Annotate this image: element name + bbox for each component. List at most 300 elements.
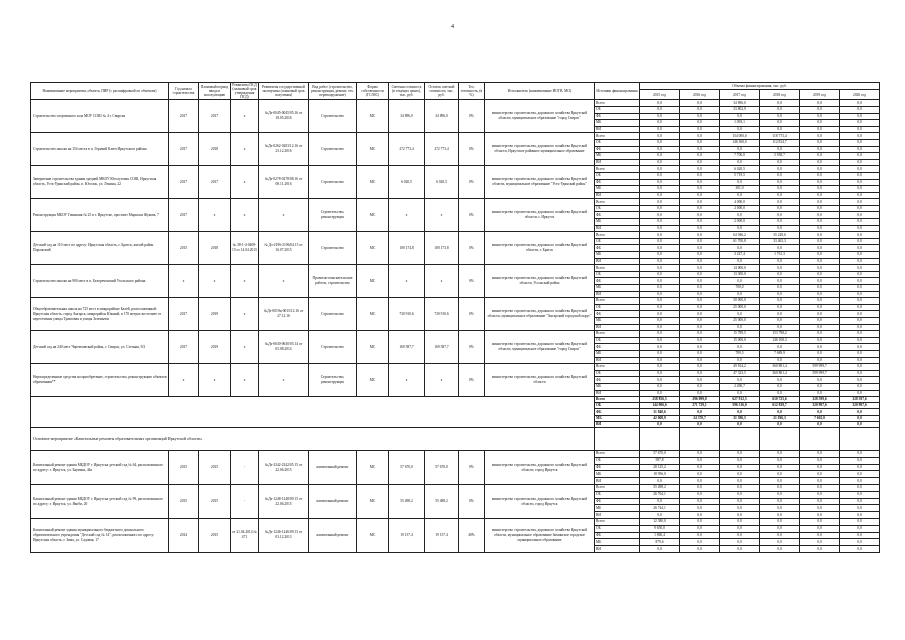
remaining-cost-cell: 169 587,7: [425, 331, 459, 364]
finance-cell: 15 789,5: [720, 331, 760, 338]
finance-cell: 0,0: [760, 485, 800, 492]
plan-period-cell: 2018: [199, 133, 231, 166]
finance-cell: 0,0: [680, 139, 720, 146]
subtotal-label: ВИ: [595, 421, 640, 427]
subtotal-cell: 271 729,1: [680, 403, 720, 409]
subtotal-cell: 0,0: [680, 421, 720, 427]
subtotal-label: МБ: [595, 415, 640, 421]
source-label: ВИ: [595, 258, 640, 265]
header-ownership: Форма собственности (ГС/МС): [357, 83, 389, 100]
finance-cell: 12 380,0: [640, 519, 680, 526]
finance-cell: 0,0: [840, 232, 880, 239]
finance-cell: 0,0: [680, 457, 720, 464]
finance-cell: 0,0: [680, 172, 720, 179]
table-row: [31, 451, 880, 458]
expertise-cell: х: [259, 199, 309, 232]
expertise-cell: №Дз-0278-0278/08.16 от 08.11.2016: [259, 166, 309, 199]
finance-cell: 0,0: [840, 186, 880, 193]
start-year-cell: 2015: [169, 485, 199, 519]
executor-cell: министерство строительства, дорожного хозяйства Иркутской области: [485, 364, 595, 397]
finance-cell: 0,0: [760, 471, 800, 478]
finance-cell: 0,0: [640, 113, 680, 120]
source-label: МБ: [595, 153, 640, 160]
source-label: Всего: [595, 133, 640, 140]
finance-cell: 0,0: [840, 192, 880, 199]
work-type-cell: капитальный ремонт: [309, 519, 357, 553]
source-label: Всего: [595, 100, 640, 107]
readiness-cell: 0%: [459, 451, 485, 485]
finance-cell: 0,0: [680, 337, 720, 344]
finance-cell: 0,0: [840, 383, 880, 390]
finance-cell: 0,0: [640, 317, 680, 324]
start-year-cell: 2017: [169, 199, 199, 232]
finance-cell: 0,0: [840, 252, 880, 259]
finance-cell: 0,0: [680, 390, 720, 397]
expertise-cell: № Дз-2196-2196/04.15 от 16.07.2015: [259, 232, 309, 265]
finance-cell: 0,0: [800, 100, 840, 107]
source-label: Всего: [595, 451, 640, 458]
subtotal-blank: [31, 397, 595, 428]
finance-cell: 0,0: [800, 179, 840, 186]
finance-cell: 0,0: [680, 133, 720, 140]
source-label: ОБ: [595, 457, 640, 464]
page-number: 4: [451, 24, 454, 30]
expertise-cell: №Дз-1248-1248/09.15 от 22.06.2015: [259, 485, 309, 519]
finance-cell: 0,0: [800, 199, 840, 206]
finance-cell: 0,0: [840, 451, 880, 458]
finance-cell: 0,0: [760, 383, 800, 390]
plan-period-cell: 2019: [199, 298, 231, 331]
estimated-cost-cell: 730 910,6: [389, 298, 425, 331]
project-name: Завершение строительства здания средней МКОУ Юголуговая СОШ, Иркутская область, Усть-Удинский район, п. Юголок, ул. Ленина, 22: [31, 166, 169, 199]
finance-cell: 0,0: [800, 491, 840, 498]
finance-cell: 0,0: [840, 324, 880, 331]
finance-cell: 0,0: [720, 311, 760, 318]
finance-cell: 0,0: [640, 546, 680, 553]
finance-cell: 0,0: [720, 225, 760, 232]
remaining-cost-cell: 57 670,0: [425, 451, 459, 485]
section-blank-cell: [760, 428, 800, 451]
finance-cell: 0,0: [840, 265, 880, 272]
remaining-cost-cell: 100 173,8: [425, 232, 459, 265]
remaining-cost-cell: х: [425, 364, 459, 397]
work-type-cell: Строительство, реконструкция: [309, 199, 357, 232]
remaining-cost-cell: 19 157,4: [425, 519, 459, 553]
finance-cell: 0,0: [840, 539, 880, 546]
source-label: ВИ: [595, 512, 640, 519]
finance-cell: 0,0: [680, 344, 720, 351]
finance-cell: 0,0: [800, 172, 840, 179]
finance-cell: 0,0: [840, 505, 880, 512]
source-label: МБ: [595, 186, 640, 193]
finance-cell: 0,0: [640, 331, 680, 338]
finance-cell: 360 881,4: [760, 364, 800, 371]
readiness-cell: 0%: [459, 265, 485, 298]
finance-cell: 0,0: [720, 532, 760, 539]
source-label: ВИ: [595, 192, 640, 199]
finance-cell: 0,0: [680, 113, 720, 120]
finance-cell: 0,0: [720, 344, 760, 351]
finance-cell: 0,0: [680, 512, 720, 519]
budget-table-sheet: [30, 82, 879, 553]
finance-cell: 0,0: [840, 311, 880, 318]
finance-cell: 0,0: [800, 390, 840, 397]
header-psd: Реквизиты ПСД (плановый срок утверждения ПСД): [232, 83, 257, 100]
psd-cell: от 21.04.2014 № 471: [231, 519, 259, 553]
finance-cell: 0,0: [840, 512, 880, 519]
source-label: ВИ: [595, 390, 640, 397]
finance-cell: 0,0: [680, 291, 720, 298]
finance-cell: 0,0: [800, 106, 840, 113]
source-label: ФБ: [595, 245, 640, 252]
finance-cell: 0,0: [640, 390, 680, 397]
expertise-cell: х: [259, 265, 309, 298]
executor-cell: министерство строительства, дорожного хозяйства Иркутской области, муниципальное образование "город Свирск": [485, 100, 595, 133]
subtotal-cell: 610 725,6: [760, 397, 800, 403]
finance-cell: 0,0: [680, 304, 720, 311]
finance-cell: 26 764,1: [640, 491, 680, 498]
finance-cell: 0,0: [760, 291, 800, 298]
finance-cell: 0,0: [640, 337, 680, 344]
start-year-cell: 2015: [169, 451, 199, 485]
ownership-cell: МС: [357, 100, 389, 133]
finance-cell: 0,0: [840, 471, 880, 478]
source-label: МБ: [595, 505, 640, 512]
finance-cell: 0,0: [680, 451, 720, 458]
executor-cell: министерство строительства, дорожного хозяйства Иркутской области, муниципальное образование Зиминское городское муниципальное образование: [485, 519, 595, 553]
finance-cell: 0,0: [760, 344, 800, 351]
source-label: ФБ: [595, 377, 640, 384]
table-row: [31, 166, 880, 173]
finance-cell: 0,0: [840, 166, 880, 173]
estimated-cost-cell: х: [389, 265, 425, 298]
finance-cell: 0,0: [800, 457, 840, 464]
finance-cell: 0,0: [800, 113, 840, 120]
subtotal-cell: 31 396,5: [720, 415, 760, 421]
finance-cell: 0,0: [840, 126, 880, 133]
finance-cell: 0,0: [840, 457, 880, 464]
finance-cell: 0,0: [680, 179, 720, 186]
source-label: МБ: [595, 317, 640, 324]
subtotal-cell: 320 997,6: [840, 403, 880, 409]
finance-cell: 0,0: [640, 258, 680, 265]
finance-cell: 0,0: [720, 278, 760, 285]
ownership-cell: МС: [357, 485, 389, 519]
executor-cell: министерство строительства, дорожного хозяйства Иркутской области, муниципальное образование "город Свирск": [485, 331, 595, 364]
finance-cell: 28 125,2: [640, 464, 680, 471]
finance-cell: 0,0: [680, 383, 720, 390]
subtotal-cell: 612 839,7: [760, 403, 800, 409]
finance-cell: 35 228,6: [760, 232, 800, 239]
finance-cell: 0,0: [800, 464, 840, 471]
finance-cell: 0,0: [680, 539, 720, 546]
subtotal-cell: 42 068,9: [640, 415, 680, 421]
finance-cell: 0,0: [760, 106, 800, 113]
finance-cell: 0,0: [680, 120, 720, 127]
project-name: Детский сад на 240 мест Черемховский район, г. Свирск, ул. Степная, 9/2: [31, 331, 169, 364]
section-blank-cell: [680, 428, 720, 451]
work-type-cell: Строительство: [309, 100, 357, 133]
subtotal-cell: 31 840,6: [640, 409, 680, 415]
finance-cell: 0,0: [840, 291, 880, 298]
finance-cell: 0,0: [800, 383, 840, 390]
finance-cell: 0,0: [680, 546, 720, 553]
start-year-cell: 2017: [169, 331, 199, 364]
finance-cell: 1 093,1: [720, 120, 760, 127]
remaining-cost-cell: 34 896,0: [425, 100, 459, 133]
finance-cell: 0,0: [720, 245, 760, 252]
finance-cell: 0,0: [720, 546, 760, 553]
finance-cell: 0,0: [720, 451, 760, 458]
psd-cell: № 38-1-4-0409-15 от 14.04.2015: [231, 232, 259, 265]
psd-cell: х: [231, 265, 259, 298]
section-blank-cell: [840, 428, 880, 451]
finance-cell: 0,0: [640, 139, 680, 146]
source-label: ВИ: [595, 159, 640, 166]
ownership-cell: МС: [357, 265, 389, 298]
finance-cell: 6 020,5: [720, 166, 760, 173]
source-label: МБ: [595, 285, 640, 292]
finance-cell: 0,0: [680, 199, 720, 206]
finance-cell: 0,0: [640, 146, 680, 153]
finance-cell: 0,0: [680, 519, 720, 526]
table-row: [31, 265, 880, 272]
finance-cell: 0,0: [840, 344, 880, 351]
finance-cell: 599 999,7: [800, 370, 840, 377]
finance-cell: 14 000,0: [720, 265, 760, 272]
finance-cell: 0,0: [720, 491, 760, 498]
psd-cell: х: [231, 331, 259, 364]
readiness-cell: 0%: [459, 232, 485, 265]
finance-cell: 0,0: [640, 324, 680, 331]
finance-cell: 0,0: [760, 186, 800, 193]
finance-cell: 47 323,5: [720, 370, 760, 377]
finance-cell: 0,0: [680, 532, 720, 539]
source-label: ФБ: [595, 498, 640, 505]
finance-cell: 0,0: [680, 219, 720, 226]
finance-cell: 0,0: [640, 370, 680, 377]
finance-cell: 0,0: [840, 357, 880, 364]
finance-cell: 360 881,4: [760, 370, 800, 377]
finance-cell: 0,0: [840, 377, 880, 384]
executor-cell: министерство строительства, дорожного хозяйства Иркутской области, город Иркутск: [485, 451, 595, 485]
finance-cell: 0,0: [840, 212, 880, 219]
source-label: ВИ: [595, 324, 640, 331]
finance-cell: 0,0: [760, 498, 800, 505]
project-name: Капитальный ремонт здания МБДОУ г. Иркутска детский сад № 64, расположенного по адресу: г. Иркутск, ул. Баумана, 44а: [31, 451, 169, 485]
source-label: ОБ: [595, 525, 640, 532]
start-year-cell: х: [169, 265, 199, 298]
subtotal-label: ФБ: [595, 409, 640, 415]
source-label: ОБ: [595, 271, 640, 278]
finance-cell: 0,0: [800, 265, 840, 272]
source-label: ФБ: [595, 532, 640, 539]
finance-cell: 0,0: [720, 471, 760, 478]
finance-cell: 0,0: [720, 505, 760, 512]
finance-cell: 0,0: [640, 133, 680, 140]
finance-cell: 0,0: [640, 252, 680, 259]
finance-cell: 0,0: [840, 364, 880, 371]
source-label: ФБ: [595, 179, 640, 186]
finance-cell: 0,0: [680, 485, 720, 492]
remaining-cost-cell: х: [425, 265, 459, 298]
finance-cell: 0,0: [800, 512, 840, 519]
finance-cell: 146 108,3: [760, 337, 800, 344]
finance-cell: 0,0: [840, 485, 880, 492]
finance-cell: 0,0: [760, 258, 800, 265]
header-work-type: Вид работ (строительство, реконструкция, ремонт, тех. перевооружение): [309, 83, 357, 100]
source-label: МБ: [595, 252, 640, 259]
year-header: 2019 год: [800, 90, 840, 100]
finance-cell: 0,0: [800, 546, 840, 553]
finance-cell: 0,0: [720, 485, 760, 492]
finance-cell: 0,0: [840, 271, 880, 278]
table-row: [31, 364, 880, 371]
finance-cell: 0,0: [640, 212, 680, 219]
finance-cell: 0,0: [680, 192, 720, 199]
finance-cell: 0,0: [800, 357, 840, 364]
plan-period-cell: 2015: [199, 451, 231, 485]
source-label: ФБ: [595, 212, 640, 219]
project-name: Капитальный ремонт здания МБДОУ г. Иркутска детский сад № 99, расположенного по адресу: г. Иркутск, ул. Якоби, 20: [31, 485, 169, 519]
finance-cell: 0,0: [640, 219, 680, 226]
finance-cell: 0,0: [800, 126, 840, 133]
finance-cell: 0,0: [640, 120, 680, 127]
source-label: ОБ: [595, 139, 640, 146]
header-volume-group: Объемы финансирования, тыс. руб.: [640, 83, 880, 90]
finance-cell: 0,0: [800, 225, 840, 232]
source-label: МБ: [595, 383, 640, 390]
finance-cell: 0,0: [840, 199, 880, 206]
ownership-cell: МС: [357, 451, 389, 485]
finance-cell: 0,0: [760, 311, 800, 318]
finance-cell: 700,0: [720, 285, 760, 292]
finance-cell: 15 000,0: [720, 337, 760, 344]
finance-cell: 0,0: [760, 271, 800, 278]
source-label: МБ: [595, 471, 640, 478]
finance-cell: 0,0: [840, 337, 880, 344]
finance-cell: 0,0: [840, 350, 880, 357]
finance-cell: 0,0: [760, 298, 800, 305]
subtotal-label: ОБ: [595, 403, 640, 409]
header-name: Наименование мероприятия, объекта, ПИР (с расшифровкой по объектам): [31, 83, 169, 100]
finance-cell: 0,0: [760, 159, 800, 166]
finance-cell: 0,0: [800, 271, 840, 278]
finance-cell: 0,0: [840, 100, 880, 107]
finance-cell: 33 802,9: [720, 106, 760, 113]
finance-cell: 0,0: [640, 311, 680, 318]
finance-cell: 0,0: [720, 357, 760, 364]
finance-cell: 0,0: [640, 298, 680, 305]
header-remaining-cost: Остаток сметной стоимости, тыс. руб.: [425, 83, 459, 100]
year-header: 2015 год: [640, 90, 680, 100]
finance-cell: 0,0: [720, 464, 760, 471]
finance-cell: 0,0: [680, 317, 720, 324]
finance-cell: 0,0: [840, 225, 880, 232]
finance-cell: 879,6: [640, 539, 680, 546]
ownership-cell: МС: [357, 331, 389, 364]
finance-cell: 50 000,0: [720, 298, 760, 305]
finance-cell: 0,0: [640, 271, 680, 278]
finance-cell: 0,0: [800, 186, 840, 193]
finance-cell: 0,0: [680, 525, 720, 532]
finance-cell: 0,0: [760, 512, 800, 519]
finance-cell: 0,0: [720, 258, 760, 265]
table-row: [31, 133, 880, 140]
work-type-cell: Проектно-изыскательские работы, строительство: [309, 265, 357, 298]
finance-cell: 599 999,7: [800, 364, 840, 371]
finance-cell: 5 938,7: [760, 153, 800, 160]
finance-cell: 0,0: [840, 491, 880, 498]
finance-cell: 0,0: [640, 100, 680, 107]
project-name: Строительство спортивного зала МОУ СОШ № 4 г. Свирска: [31, 100, 169, 133]
executor-cell: министерство строительства, дорожного хозяйства Иркутской области, город Иркутск: [485, 485, 595, 519]
finance-cell: 25 000,0: [720, 304, 760, 311]
header-source: Источник финансирования: [595, 83, 640, 100]
source-label: Всего: [595, 265, 640, 272]
finance-cell: 0,0: [840, 139, 880, 146]
finance-cell: 0,0: [640, 498, 680, 505]
finance-cell: 0,0: [680, 331, 720, 338]
source-label: ВИ: [595, 478, 640, 485]
psd-cell: х: [231, 100, 259, 133]
finance-cell: 0,0: [800, 192, 840, 199]
finance-cell: 0,0: [760, 179, 800, 186]
finance-cell: 0,0: [800, 159, 840, 166]
finance-cell: 0,0: [840, 304, 880, 311]
finance-cell: 0,0: [840, 478, 880, 485]
source-label: ВИ: [595, 225, 640, 232]
ownership-cell: МС: [357, 519, 389, 553]
finance-cell: 0,0: [840, 278, 880, 285]
subtotal-cell: 0,0: [800, 421, 840, 427]
finance-cell: 0,0: [760, 192, 800, 199]
finance-cell: 0,0: [800, 324, 840, 331]
finance-cell: 0,0: [640, 383, 680, 390]
year-header: 2017 год: [720, 90, 760, 100]
finance-cell: 0,0: [840, 298, 880, 305]
finance-cell: 0,0: [680, 252, 720, 259]
finance-cell: 0,0: [640, 344, 680, 351]
source-label: ВИ: [595, 291, 640, 298]
finance-cell: 26 744,1: [640, 505, 680, 512]
finance-cell: 0,0: [640, 350, 680, 357]
source-label: ФБ: [595, 146, 640, 153]
finance-cell: 0,0: [640, 225, 680, 232]
finance-cell: 7 700,0: [720, 153, 760, 160]
finance-cell: 0,0: [720, 525, 760, 532]
finance-cell: 0,0: [760, 357, 800, 364]
finance-cell: 0,0: [720, 478, 760, 485]
finance-cell: 0,0: [680, 146, 720, 153]
finance-cell: 0,0: [800, 304, 840, 311]
source-label: МБ: [595, 120, 640, 127]
psd-cell: х: [231, 199, 259, 232]
finance-cell: 301,0: [720, 186, 760, 193]
finance-cell: 0,0: [680, 350, 720, 357]
finance-cell: 0,0: [800, 238, 840, 245]
finance-cell: 0,0: [800, 337, 840, 344]
finance-cell: 0,0: [760, 505, 800, 512]
finance-cell: 0,0: [800, 298, 840, 305]
finance-cell: 64 946,2: [720, 232, 760, 239]
source-label: ОБ: [595, 491, 640, 498]
finance-cell: 0,0: [680, 364, 720, 371]
finance-cell: 0,0: [800, 139, 840, 146]
header-estimated-cost: Сметная стоимость (в текущих ценах), тыс. руб.: [389, 83, 425, 100]
subtotal-cell: 0,0: [840, 421, 880, 427]
finance-cell: 0,0: [800, 153, 840, 160]
